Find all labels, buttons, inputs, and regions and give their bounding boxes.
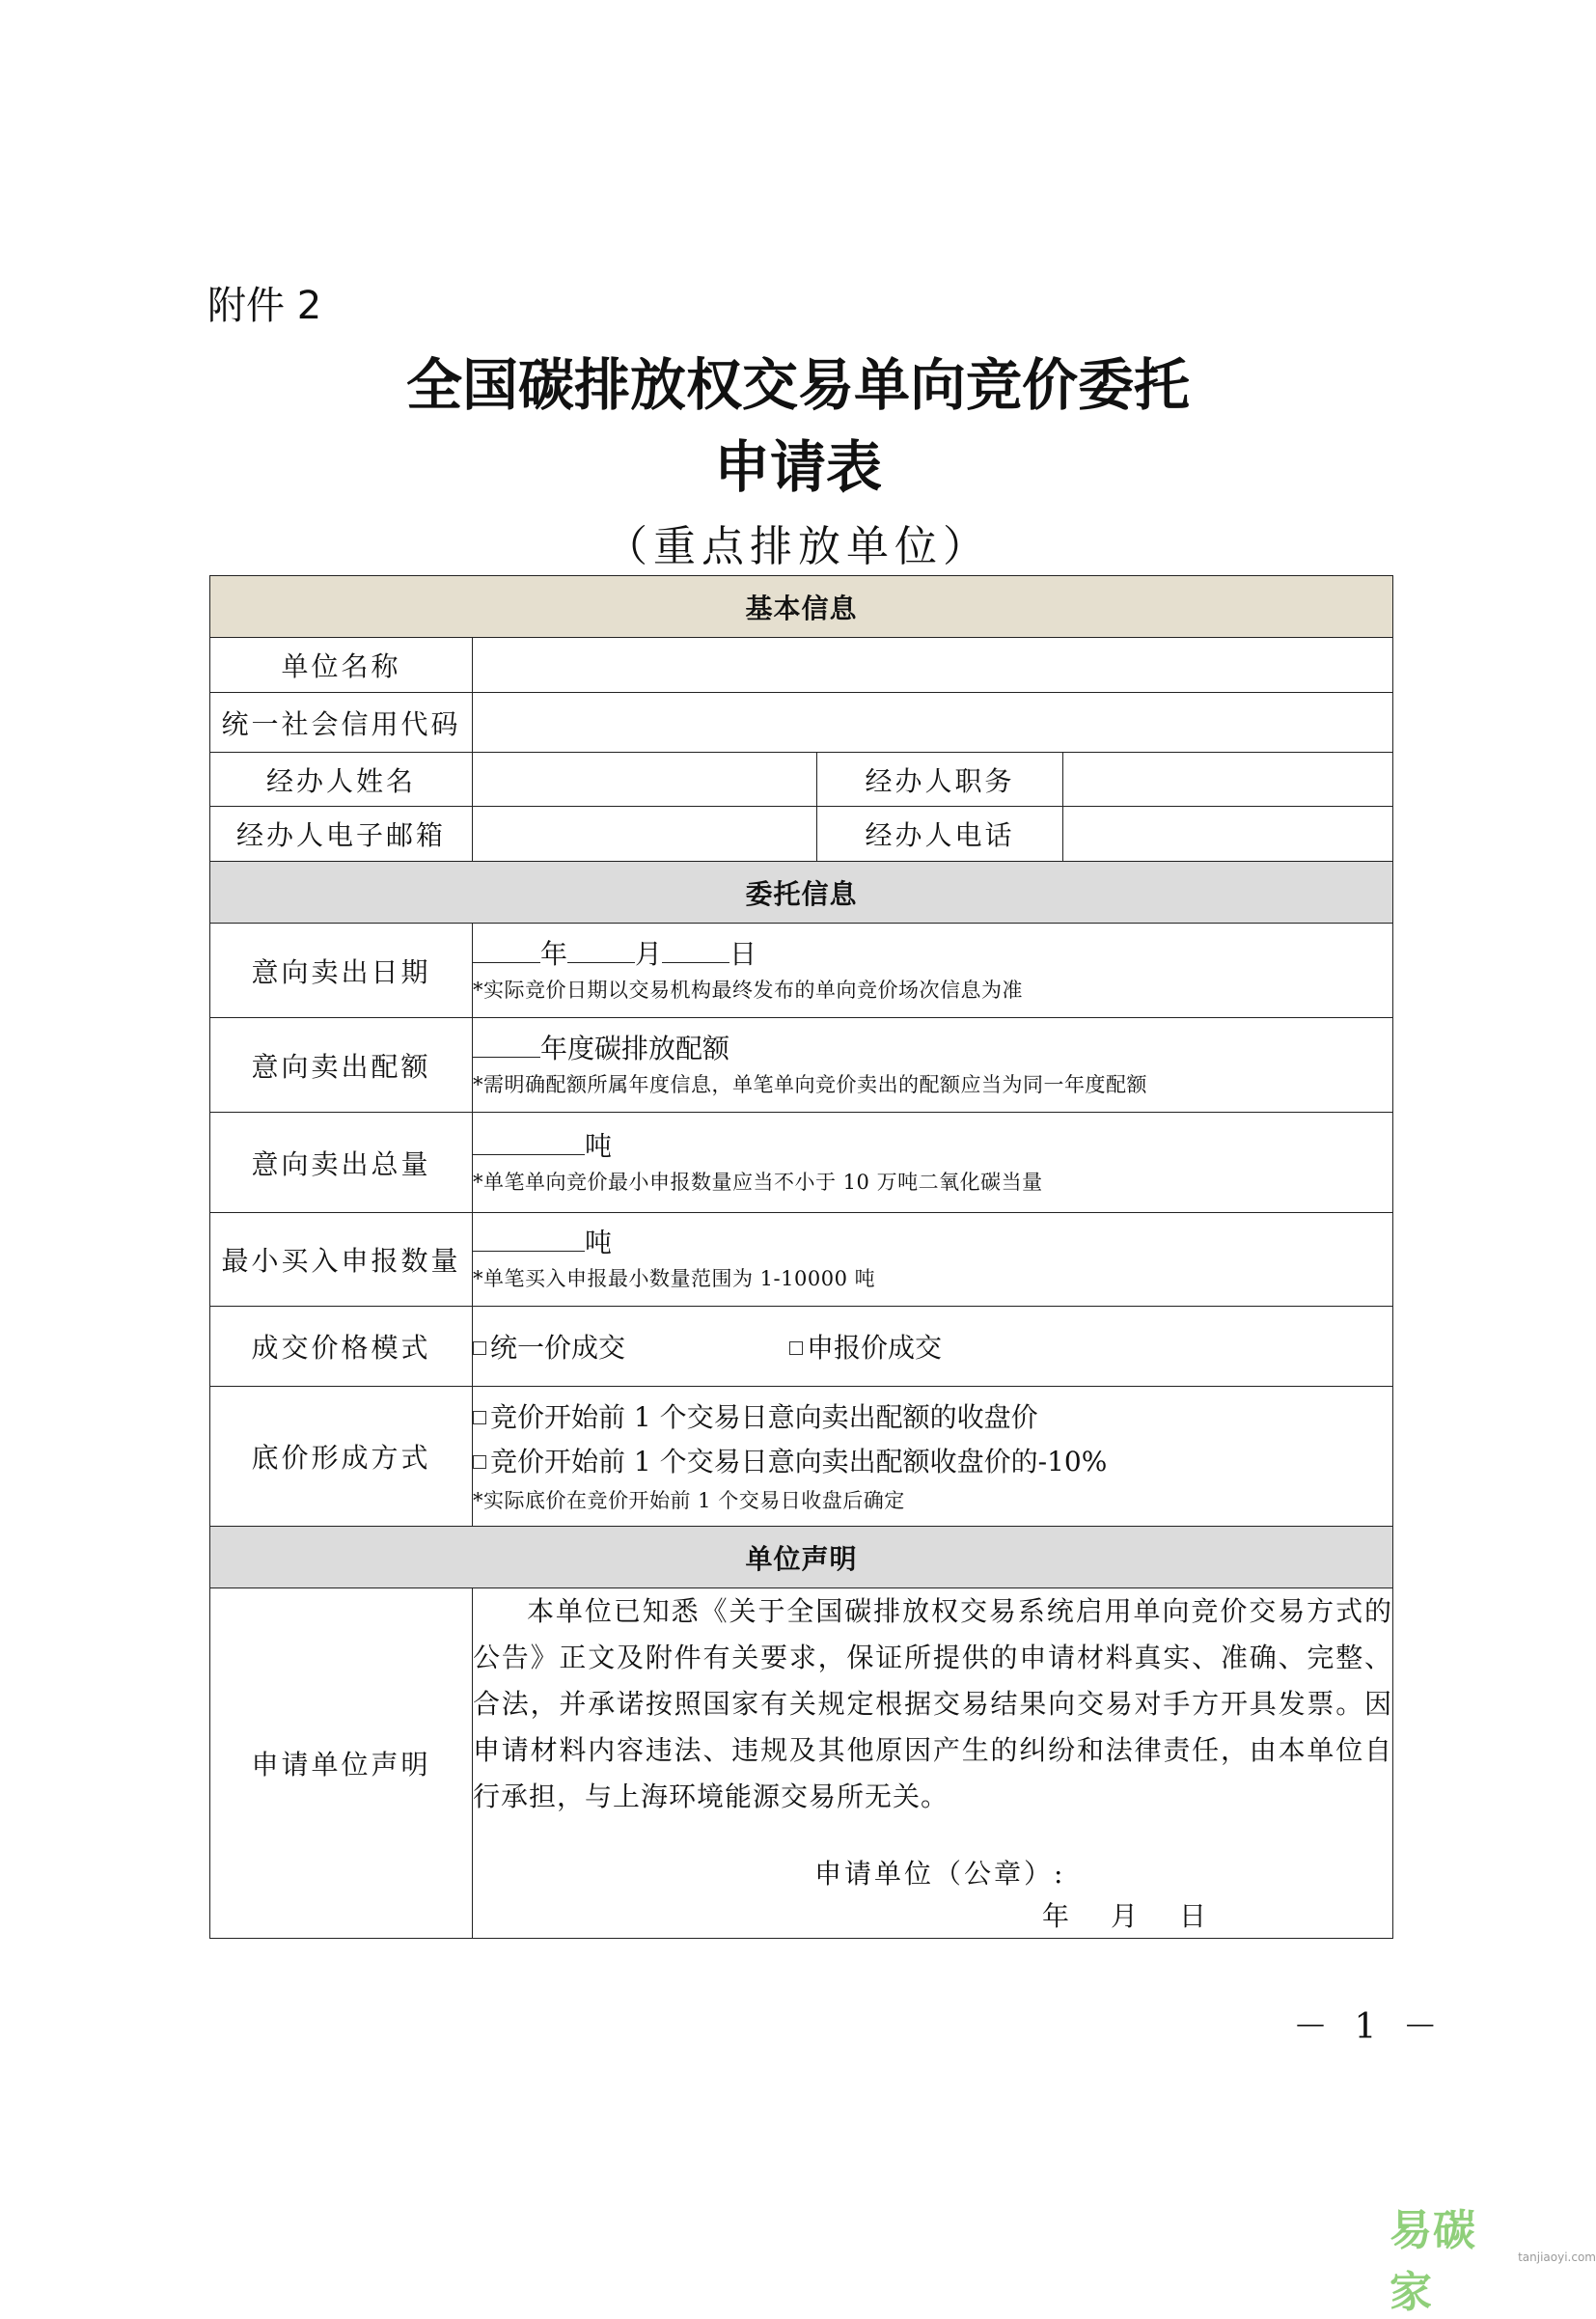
row-min-buy <box>210 1213 1393 1307</box>
row-agent <box>210 753 1393 807</box>
quota-year-blank[interactable] <box>473 1032 540 1058</box>
price-mode-label: 成交价格模式 <box>210 1307 473 1387</box>
sell-quota-note: *需明确配额所属年度信息，单笔单向竞价卖出的配额应当为同一年度配额 <box>473 1072 1147 1096</box>
floor-price-option-minus10[interactable] <box>473 1440 1392 1484</box>
price-mode-option2-text: 申报价成交 <box>807 1332 943 1364</box>
agent-phone-label: 经办人电话 <box>817 807 1063 862</box>
sell-quota-label: 意向卖出配额 <box>210 1018 473 1113</box>
sell-total-blank[interactable] <box>473 1129 585 1155</box>
declaration-date <box>473 1895 1392 1938</box>
month-unit: 月 <box>635 937 663 970</box>
row-floor-price <box>210 1387 1393 1527</box>
row-declaration <box>210 1588 1393 1939</box>
checkbox-icon[interactable] <box>473 1411 486 1424</box>
agent-name-label: 经办人姓名 <box>210 753 473 807</box>
checkbox-icon[interactable] <box>473 1455 486 1469</box>
credit-code-label: 统一社会信用代码 <box>210 693 473 753</box>
credit-code-field[interactable] <box>473 693 1393 753</box>
price-mode-cell <box>473 1307 1393 1387</box>
section-declaration-title: 单位声明 <box>210 1527 1393 1588</box>
section-header-basic <box>210 576 1393 638</box>
day-unit: 日 <box>729 937 757 970</box>
floor-price-label: 底价形成方式 <box>210 1387 473 1527</box>
floor-price-option-close[interactable] <box>473 1395 1392 1440</box>
application-form-table <box>209 575 1393 1939</box>
row-credit-code <box>210 693 1393 753</box>
price-mode-option-declared[interactable] <box>789 1327 942 1366</box>
sell-quota-cell[interactable] <box>473 1018 1393 1113</box>
agent-email-field[interactable] <box>473 807 817 862</box>
sell-total-label: 意向卖出总量 <box>210 1113 473 1213</box>
year-unit: 年 <box>540 937 568 970</box>
section-basic-title: 基本信息 <box>210 576 1393 638</box>
min-buy-note: *单笔买入申报最小数量范围为 1-10000 吨 <box>473 1267 876 1290</box>
sell-total-unit: 吨 <box>585 1129 613 1162</box>
month-blank[interactable] <box>567 937 635 963</box>
section-header-declaration <box>210 1527 1393 1588</box>
agent-email-label: 经办人电子邮箱 <box>210 807 473 862</box>
checkbox-icon[interactable] <box>473 1341 486 1355</box>
price-mode-option1-text: 统一价成交 <box>490 1332 626 1364</box>
floor-price-note: *实际底价在竞价开始前 1 个交易日收盘后确定 <box>473 1489 905 1512</box>
row-sell-total <box>210 1113 1393 1213</box>
watermark-logo <box>1390 2195 1596 2319</box>
row-agent-contact <box>210 807 1393 862</box>
sell-total-cell[interactable] <box>473 1113 1393 1213</box>
sell-date-cell[interactable] <box>473 924 1393 1018</box>
floor-price-option1-text: 竞价开始前 1 个交易日意向卖出配额的收盘价 <box>490 1401 1038 1433</box>
date-day: 日 <box>1179 1900 1210 1932</box>
section-header-entrust <box>210 862 1393 924</box>
min-buy-blank[interactable] <box>473 1226 585 1252</box>
sell-date-label: 意向卖出日期 <box>210 924 473 1018</box>
floor-price-option2-text: 竞价开始前 1 个交易日意向卖出配额收盘价的-10% <box>490 1446 1108 1477</box>
sell-total-note: *单笔单向竞价最小申报数量应当不小于 10 万吨二氧化碳当量 <box>473 1170 1043 1194</box>
agent-title-label: 经办人职务 <box>817 753 1063 807</box>
price-mode-option-unified[interactable] <box>473 1327 625 1366</box>
floor-price-cell <box>473 1387 1393 1527</box>
year-blank[interactable] <box>473 937 540 963</box>
page-number: － 1 － <box>1293 2007 1445 2047</box>
attachment-label: 附件 2 <box>207 284 322 328</box>
section-entrust-title: 委托信息 <box>210 862 1393 924</box>
checkbox-icon[interactable] <box>789 1341 803 1355</box>
row-price-mode <box>210 1307 1393 1387</box>
watermark-text: 易碳家 <box>1390 2206 1476 2317</box>
form-title-line2: 申请表 <box>713 434 882 500</box>
seal-line: 申请单位（公章）: <box>814 1858 1066 1890</box>
declaration-label: 申请单位声明 <box>210 1588 473 1939</box>
agent-name-field[interactable] <box>473 753 817 807</box>
declaration-cell <box>473 1588 1393 1939</box>
agent-title-field[interactable] <box>1063 753 1393 807</box>
form-subtitle: （重点排放单位） <box>605 522 991 571</box>
min-buy-unit: 吨 <box>585 1227 613 1258</box>
row-org-name <box>210 638 1393 693</box>
quota-text: 年度碳排放配额 <box>540 1032 730 1064</box>
sell-date-note: *实际竞价日期以交易机构最终发布的单向竞价场次信息为准 <box>473 978 1023 1002</box>
org-name-field[interactable] <box>473 638 1393 693</box>
min-buy-label: 最小买入申报数量 <box>210 1213 473 1307</box>
row-sell-date <box>210 924 1393 1018</box>
declaration-text: 本单位已知悉《关于全国碳排放权交易系统启用单向竞价交易方式的公告》正文及附件有关要求，保证所提供的申请材料真实、准确、完整、合法，并承诺按照国家有关规定根据交易结果向交易对手方开具发票。因申请材料内容违法、违规及其他原因产生的纠纷和法律责任，由本单位自行承担，与上海环境能源交易所无关。 <box>473 1595 1393 1812</box>
form-title-line1: 全国碳排放权交易单向竞价委托 <box>405 352 1190 418</box>
day-blank[interactable] <box>662 937 729 963</box>
watermark-sub: tanjiaoyi.com <box>1518 2250 1596 2264</box>
date-year: 年 <box>1042 1900 1073 1932</box>
org-name-label: 单位名称 <box>210 638 473 693</box>
min-buy-cell[interactable] <box>473 1213 1393 1307</box>
date-month: 月 <box>1111 1900 1142 1932</box>
agent-phone-field[interactable] <box>1063 807 1393 862</box>
row-sell-quota <box>210 1018 1393 1113</box>
